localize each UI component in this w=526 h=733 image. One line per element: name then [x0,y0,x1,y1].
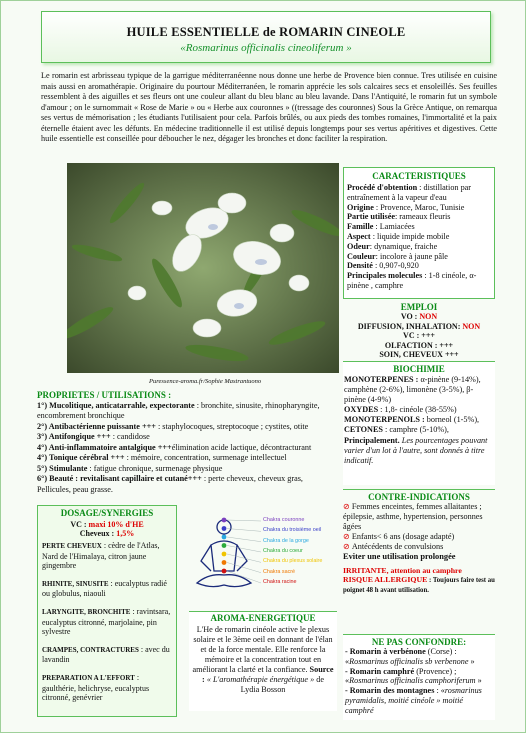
dosage-cheveux-label: Cheveux : [79,529,117,538]
biochimie-key: MONOTERPENES : [344,375,421,384]
confondre-key: - Romarin camphré [345,666,415,676]
dosage-group-value: : cèdre de l'Atlas, Nard de l'Himalaya, citron jaune gingembre [42,541,160,571]
rosemary-flowers-image [67,163,339,373]
confondre-origin: (Corse) : « [345,647,457,666]
emploi-title: EMPLOI [400,302,438,312]
emploi-list [343,312,495,360]
propriete-row [37,432,337,443]
caract-key: Densité [347,261,373,271]
propriete-value: : mémoire, concentration, surmenage intellectuel [124,453,287,462]
propriete-key: 3°) Antifongique +++ [37,432,111,441]
rosemary-photo [67,163,339,373]
chakra-dot [222,552,227,557]
chakra-connector [227,571,261,583]
caract-row [347,261,491,271]
biochimie-value: borneol (1-5%), [426,415,480,424]
caract-key: Odeur [347,241,370,251]
propriete-value: : fatigue chronique, surmenage physique [87,463,223,473]
contre-item [343,502,495,532]
chakra-label: Chakra de la gorge [263,537,309,544]
caract-row [347,232,491,242]
chakra-connector [227,537,261,542]
contre-item [343,532,495,542]
propriete-key: 4°) Tonique cérébral +++ [37,453,125,462]
biochimie-key: CETONES [344,425,383,434]
irritant-block [343,566,495,595]
biochimie-value: α-pinène (9-14%), camphène (2-6%), limonène (3-5%), β-pinène (4-9%) [344,375,481,404]
emploi-label: SOIN, CHEVEUX [379,350,445,360]
aroma-source: « L'aromathérapie énergétique » [206,675,315,684]
chakra-label: Chakra couronne [263,517,305,523]
biochimie-value: : camphre (5-10%), [382,425,449,434]
emploi-value: NON [419,312,438,321]
propriete-key: 5°) Stimulante [37,463,88,473]
emploi-label: DIFFUSION, INHALATION: [357,321,463,331]
confondre-latin: Rosmarinus officinalis sb verbenone [349,656,469,666]
caract-value: : Lamiacées [373,222,415,232]
emploi-line [343,322,495,332]
contre-item-text: Enfants< 6 ans (dosage adapté) [351,532,455,541]
confondre-key: - Romarin à verbénone [345,647,426,656]
caract-key: Couleur [347,251,376,261]
dosage-group-value: : gaulthérie, helichryse, eucalyptus citronné, genévrier [42,672,150,703]
emploi-label: VO : [400,312,420,321]
warning-circle-icon: ⊘ [343,502,350,511]
caract-key: Origine [347,202,374,212]
confondre-list [343,647,495,716]
dosage-group-value: : ravintsara, eucalyptus citronné, marjolaine, pin sylvestre [42,606,171,637]
emploi-label: OLFACTION : [384,340,440,350]
confondre-item [345,686,493,715]
propriete-key: 1°) Mucolitique, anticatarrahle, expectorante [37,400,195,410]
risque-allergique: RISQUE ALLERGIQUE [343,575,428,584]
biochimie-note [343,436,495,466]
propriete-value: : perte cheveux, cheveux gras, Pellicules, peau grasse. [37,474,303,494]
chakra-dot [222,535,227,540]
caract-key: Aspect [347,231,371,241]
caract-key: Famille [347,222,374,232]
dosage-group [42,673,172,703]
emploi-value: +++ [444,350,459,360]
aroma-text: L'He de romarin cinéole active le plexus solaire et le 3ème oeil en donnant de l'élan et de la force mentale. Elle renforce la mémoire et la concentration tout en améliorant la clarté et la confiance. [192,625,333,674]
propriete-row [37,422,337,433]
confondre-end: » [468,656,475,666]
caract-row [347,203,491,213]
emploi-line [343,350,495,360]
contre-list [343,502,495,552]
chakra-label: Chakra racine [263,579,297,585]
intro-paragraph: Le romarin est arbrisseau typique de la garrigue méditerranéenne nous donne une herbe de Provence bien connue. Tres utilisée en cuisine mais aussi en aromathérapie. Originaire du pourtour Méditerranéen, le romarin apprécie les sols calcaires secs et ensoleillés. Ses feuilles ressemblent à des aiguilles et ses fleurs ont une couleur allant du bleu blanc au bleu lavande. Dans l'Antiquité, le romarin fut un symbole d'amour ; on le surnommait « Rose de Marie » ou « Herbe aux couronnes » ((tressage des couronnes) Sous la Grèce Antique, on remarqua ses vertus de mémorisation ; les étudiants l'utilisaient pour cela. Parfois brûlés, ou aux pieds des tombes romaines, l'immortalité et la paix éternelle étaient avec les défunts. En médecine traditionnelle il est utilisé depuis longtemps pour ses vertus apéritives et digestives. Cette huile essentielle est conseillée pour déboucher le nez, dégager les bronches et donc faciliter la respiration. [41,71,497,143]
warning-circle-icon: ⊘ [343,542,350,551]
dosage-group-key: CRAMPES, CONTRACTURES [42,645,139,654]
propriete-row [37,474,337,495]
dosage-group-value: : eucalyptus radié ou globulus, niaouli [42,578,167,599]
propriete-row [37,443,337,454]
propriete-key: 6°) Beauté : revitalisant capillaire et cutané+++ [37,474,202,483]
biochimie-key: MONOTERPENOLS : [344,415,427,424]
biochimie-row [344,405,494,415]
chakra-connector [227,546,261,553]
emploi-section [343,302,495,360]
dosage-cheveux-value: 1,5% [116,529,135,538]
confondre-item [345,667,493,687]
caract-key: Procédé d'obtention [347,183,418,192]
dosage-vc-label: VC : [70,520,89,529]
biochimie-row [344,375,494,405]
caract-value: : 0,907-0,920 [372,261,419,271]
propriete-value: : candidose [110,432,150,441]
caract-key: Partie utilisée [347,212,395,222]
caracteristiques-box [343,167,495,299]
propriete-row [37,464,337,475]
propriete-row [37,453,337,464]
photo-credit: Puressence-aroma.fr/Sophie Mastrantuono [149,378,262,385]
meditating-figure-icon [189,509,337,603]
proprietes-list [37,401,337,496]
caracteristiques-list [344,181,494,293]
contre-item-text: Antécédents de convulsions [351,542,444,551]
caract-row [347,252,491,262]
dosage-box [37,505,177,717]
emploi-line [343,341,495,351]
caract-row [347,242,491,252]
confondre-box [343,634,495,720]
contre-final: Eviter une utilisation prolongée [343,552,456,561]
contre-title: CONTRE-INDICATIONS [343,489,495,502]
contre-section [343,489,495,595]
confondre-latin: rosmarinus pyramidalis, moitié cinéole » moitié camphré [345,686,482,715]
chakra-connector [227,520,261,521]
chakra-dot [222,569,227,574]
caracteristiques-title: CARACTERISTIQUES [372,171,466,181]
proprietes-section [37,390,337,495]
aroma-source-label: Source : [202,665,334,684]
caract-value: : rameaux fleuris [394,212,451,222]
proprietes-title: PROPRIETES / UTILISATIONS : [37,390,172,400]
propriete-key: 4°) Anti-inflammatoire antalgique +++ [37,442,172,452]
caract-row [347,183,491,203]
dosage-group [42,579,172,599]
dosage-group-key: PREPARATION A L'EFFORT [42,673,135,682]
contre-item [343,542,495,552]
dosage-vc [38,520,176,529]
dosage-group-key: LARYNGITE, BRONCHITE [42,607,131,616]
biochimie-value: : 1,8- cinéole (38-55%) [378,405,457,414]
dosage-cheveux [38,529,176,538]
chakra-dot [222,518,227,523]
chakra-dot [222,560,227,565]
aroma-box [189,611,337,711]
confondre-end: » [475,676,482,686]
biochimie-title: BIOCHIMIE [343,361,495,374]
caract-row [347,212,491,222]
biochimie-box [343,361,495,485]
chakra-dot [222,526,227,531]
dosage-group-value: : avec du lavandin [42,644,170,665]
risque-note: : Toujours faire test au poignet 48 h avant utilisation. [343,577,495,594]
emploi-line [343,331,495,341]
propriete-value: : bronchite, sinusite, rhinopharyngite, encombrement bronchique [37,400,320,420]
emploi-value: +++ [421,331,435,341]
chakra-label: Chakra du plexus solaire [263,558,323,565]
caract-value: : Provence, Maroc, Tunisie [373,202,465,212]
caract-row [347,271,491,291]
confondre-key: - Romarin des montagnes [345,686,435,696]
dosage-group [42,541,172,571]
biochimie-note-label: Principalement. [344,436,400,445]
confondre-item [345,647,493,667]
propriete-value: élimination acide lactique, décontracturant [171,442,312,452]
dosage-group-key: RHINITE, SINUSITE [42,579,109,588]
contre-item-text: Femmes enceintes, femmes allaitantes ; épilepsie, asthme, hypertension, personnes âgées [343,502,483,531]
confondre-title: NE PAS CONFONDRE: [343,634,495,647]
dosage-group [42,607,172,637]
aroma-source-author: de Lydia Bosson [240,675,324,694]
confondre-origin: (Provence) ; « [345,666,457,686]
caract-value: : dynamique, fraiche [369,241,438,251]
caract-value: : distillation par entraînement à la vapeur d'eau [347,183,472,202]
biochimie-key: OXYDES [344,405,379,414]
emploi-line [343,312,495,322]
biochimie-row [344,425,494,435]
chakra-connector [227,529,261,532]
propriete-row [37,401,337,422]
confondre-latin: Rosmarinus officinalis camphoriferum [349,676,476,686]
page-title: HUILE ESSENTIELLE de ROMARIN CINEOLE [126,25,406,39]
warning-circle-icon: ⊘ [343,532,350,541]
caract-value: : 1-8 cinéole, α-pinène , camphre [347,271,477,290]
emploi-value: +++ [439,340,454,350]
chakra-label: Chakra sacré [263,568,296,575]
dosage-title: DOSAGE/SYNERGIES [60,508,154,518]
chakra-label: Chakra du troisième oeil [263,527,322,534]
dosage-groups [38,541,176,703]
chakra-diagram [189,509,337,603]
caract-row [347,222,491,232]
biochimie-row [344,415,494,425]
irritant-warning: IRRITANTE, attention au camphre [343,566,462,575]
biochimie-list [343,374,495,436]
chakra-dot [222,543,227,548]
emploi-value: NON [462,321,481,331]
caract-value: : incolore à jaune pâle [375,251,448,261]
header-box [41,11,491,63]
caract-key: Principales molecules [347,271,423,281]
dosage-group-key: PERTE CHEVEUX [42,542,102,550]
propriete-value: : staphylocoques, streptocoque ; cystites, otite [155,421,309,431]
chakra-label: Chakra du coeur [263,548,303,554]
aroma-text-block [189,623,337,697]
emploi-label: VC : [403,331,422,341]
propriete-key: 2°) Antibactérienne puissante +++ [37,421,156,431]
aroma-title: AROMA-ENERGETIQUE [189,611,337,623]
dosage-group [42,645,172,665]
biochimie-note-text: Les pourcentages pouvant varier d'un lot à l'autre, sont donnés à titre indicatif. [344,436,488,465]
caract-value: : liquide impide mobile [370,231,450,241]
confondre-origin: : « [434,686,445,696]
page-subtitle: «Rosmarinus officinalis cineoliferum » [180,42,352,54]
dosage-vc-value: maxi 10% d'HE [88,520,144,529]
